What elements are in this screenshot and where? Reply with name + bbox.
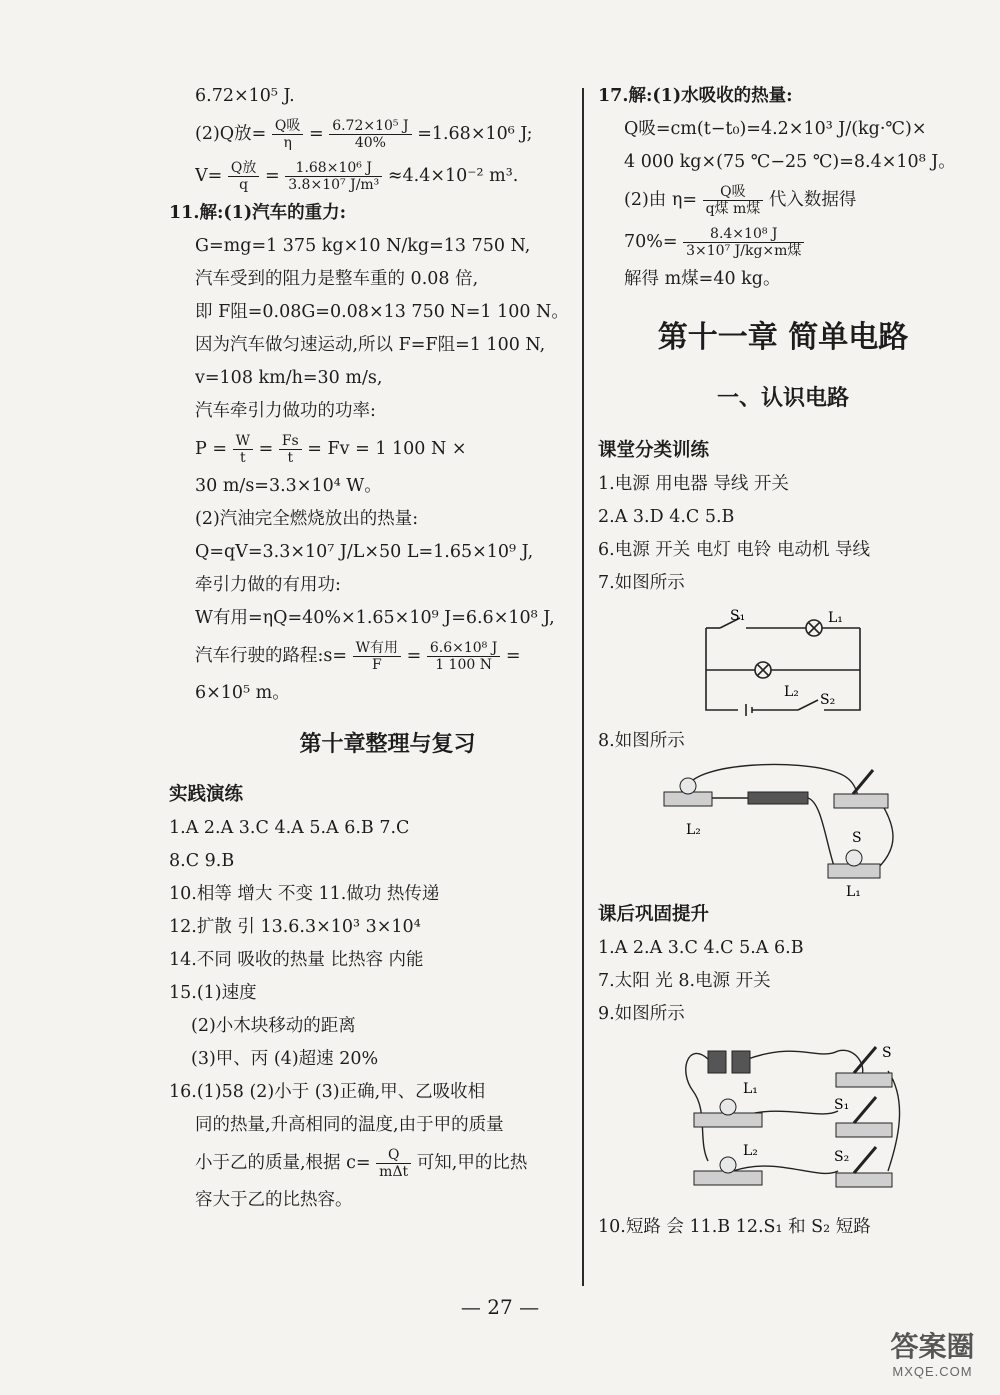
fraction: $\frac{Q}{\text{mΔt}}$ — [376, 1147, 411, 1180]
watermark-url: MXQE.COM — [892, 1364, 973, 1379]
circuit-diagram-9-svg — [598, 1031, 968, 1211]
chapter-title: 第十一章 简单电路 — [657, 320, 909, 355]
answer-line: 2.A 3.D 4.C 5.B — [598, 507, 735, 527]
text-line: 解得 m煤=40 kg。 — [624, 269, 781, 289]
answer-line: 10.短路 会 11.B 12.S₁ 和 S₂ 短路 — [598, 1217, 871, 1237]
formula-volume: V= $\frac{\text{Q放}}{q}$ = $\frac{\text{1.68×10⁶ J}}{\text{3.8×10⁷ J/m³}}$ ≈4.4×10⁻² m³. — [195, 160, 519, 193]
fraction: $\frac{\text{6.72×10⁵ J}}{40\%}$ — [329, 118, 411, 151]
label-s: S — [852, 830, 862, 846]
answer-line: (3)甲、丙 (4)超速 20% — [191, 1049, 379, 1069]
circuit-diagram-8-svg — [598, 758, 968, 898]
answer-line: 10.相等 增大 不变 11.做功 热传递 — [169, 884, 440, 904]
formula-eta: (2)由 η= $\frac{\text{Q吸}}{\text{q煤 m煤}}$ 代入数据得 — [624, 184, 857, 217]
text-line: v=108 km/h=30 m/s, — [195, 368, 383, 388]
fraction: $\frac{W}{t}$ — [233, 433, 253, 466]
text-line: G=mg=1 375 kg×10 N/kg=13 750 N, — [195, 236, 531, 256]
question-11-title: 11.解:(1)汽车的重力: — [169, 203, 347, 223]
text-line: Q吸=cm(t−t₀)=4.2×10³ J/(kg·℃)× — [624, 119, 927, 139]
answer-line: 16.(1)58 (2)小于 (3)正确,甲、乙吸收相 — [169, 1082, 486, 1102]
text-line: 即 F阻=0.08G=0.08×13 750 N=1 100 N。 — [195, 302, 569, 322]
answer-16-formula: 小于乙的质量,根据 c= $\frac{Q}{\text{mΔt}}$ 可知,甲的比热 — [195, 1147, 528, 1180]
label-l1: L₁ — [828, 610, 843, 626]
answer-line: 14.不同 吸收的热量 比热容 内能 — [169, 950, 424, 970]
text-line: 30 m/s=3.3×10⁴ W。 — [195, 476, 382, 496]
answer-line: 1.A 2.A 3.C 4.C 5.A 6.B — [598, 938, 804, 958]
fraction: $\frac{\text{8.4×10⁸ J}}{\text{3×10⁷ J/kg×m煤}}$ — [683, 226, 804, 259]
answer-line: 同的热量,升高相同的温度,由于甲的质量 — [195, 1115, 504, 1135]
label-l2: L₂ — [743, 1143, 758, 1159]
answer-line: 8.如图所示 — [598, 731, 685, 751]
answer-line: 12.扩散 引 13.6.3×10³ 3×10⁴ — [169, 917, 421, 937]
label-l2: L₂ — [686, 822, 701, 838]
text-line: W有用=ηQ=40%×1.65×10⁹ J=6.6×10⁸ J, — [195, 608, 555, 628]
fraction: $\frac{Fs}{t}$ — [279, 433, 302, 466]
fraction: $\frac{\text{1.68×10⁶ J}}{\text{3.8×10⁷ J/m³}}$ — [285, 160, 382, 193]
answer-line: 容大于乙的比热容。 — [195, 1190, 353, 1210]
text-line: 因为汽车做匀速运动,所以 F=F阻=1 100 N, — [195, 335, 546, 355]
circuit-diagram-7-svg — [598, 600, 968, 725]
column-divider — [582, 88, 584, 1286]
label-l2: L₂ — [784, 684, 799, 700]
left-column — [169, 80, 580, 1217]
label-s2: S₂ — [820, 692, 836, 708]
label-s1: S₁ — [730, 608, 746, 624]
text-line: 汽车受到的阻力是整车重的 0.08 倍, — [195, 269, 479, 289]
practice-title: 实践演练 — [169, 784, 244, 805]
after-class-title: 课后巩固提升 — [598, 904, 710, 925]
label-s: S — [882, 1045, 892, 1061]
class-training-title: 课堂分类训练 — [598, 440, 710, 461]
text-line: 6.72×10⁵ J. — [195, 86, 295, 106]
watermark-logo — [875, 1330, 990, 1390]
text-line: 6×10⁵ m。 — [195, 683, 290, 703]
label-l1: L₁ — [743, 1081, 758, 1097]
answer-line: 1.电源 用电器 导线 开关 — [598, 474, 789, 494]
text-line: Q=qV=3.3×10⁷ J/L×50 L=1.65×10⁹ J, — [195, 542, 534, 562]
fraction: $\frac{\text{Q吸}}{\text{q煤 m煤}}$ — [703, 184, 764, 217]
review-title: 第十章整理与复习 — [299, 731, 476, 757]
fraction: $\frac{\text{6.6×10⁸ J}}{1 100 N}$ — [427, 640, 500, 673]
watermark-text: 答案圈 — [890, 1330, 975, 1363]
formula-q-heat: (2)Q放= $\frac{\text{Q吸}}{\eta}$ = $\frac{\text{6.72×10⁵ J}}{40\%}$ =1.68×10⁶ J; — [195, 118, 533, 151]
answer-line: 1.A 2.A 3.C 4.A 5.A 6.B 7.C — [169, 818, 410, 838]
label-s1: S₁ — [834, 1097, 850, 1113]
answer-line: 7.如图所示 — [598, 573, 685, 593]
label-l1: L₁ — [846, 884, 861, 898]
answer-line: 8.C 9.B — [169, 851, 235, 871]
formula-distance: 汽车行驶的路程:s= $\frac{\text{W有用}}{F}$ = $\frac{\text{6.6×10⁸ J}}{1 100 N}$ = — [195, 640, 521, 673]
fraction: $\frac{\text{Q吸}}{\eta}$ — [272, 118, 303, 151]
text-line: 牵引力做的有用功: — [195, 575, 341, 595]
circuit-diagram-7 — [598, 600, 968, 725]
fraction: $\frac{\text{Q放}}{q}$ — [228, 160, 259, 193]
page-number: — 27 — — [460, 1295, 540, 1319]
question-17-title: 17.解:(1)水吸收的热量: — [598, 86, 793, 106]
right-column — [598, 80, 968, 1244]
formula-power: P = $\frac{W}{t}$ = $\frac{Fs}{t}$ = Fv = 1 100 N × — [195, 433, 467, 466]
section-title: 一、认识电路 — [716, 385, 849, 411]
answer-line: 9.如图所示 — [598, 1004, 685, 1024]
answer-line: (2)小木块移动的距离 — [191, 1016, 356, 1036]
fraction: $\frac{\text{W有用}}{F}$ — [353, 640, 401, 673]
circuit-diagram-9 — [598, 1031, 968, 1211]
circuit-diagram-8 — [598, 758, 968, 898]
formula-prefix: (2)Q放= — [195, 124, 267, 144]
text-line: 4 000 kg×(75 ℃−25 ℃)=8.4×10⁸ J。 — [624, 152, 956, 172]
answer-line: 15.(1)速度 — [169, 983, 257, 1003]
text-line: 汽车牵引力做功的功率: — [195, 401, 376, 421]
answer-line: 7.太阳 光 8.电源 开关 — [598, 971, 771, 991]
label-s2: S₂ — [834, 1149, 850, 1165]
text-line: (2)汽油完全燃烧放出的热量: — [195, 509, 419, 529]
answer-line: 6.电源 开关 电灯 电铃 电动机 导线 — [598, 540, 871, 560]
formula-calc: 70%= $\frac{\text{8.4×10⁸ J}}{\text{3×10⁷ J/kg×m煤}}$ — [598, 221, 968, 263]
